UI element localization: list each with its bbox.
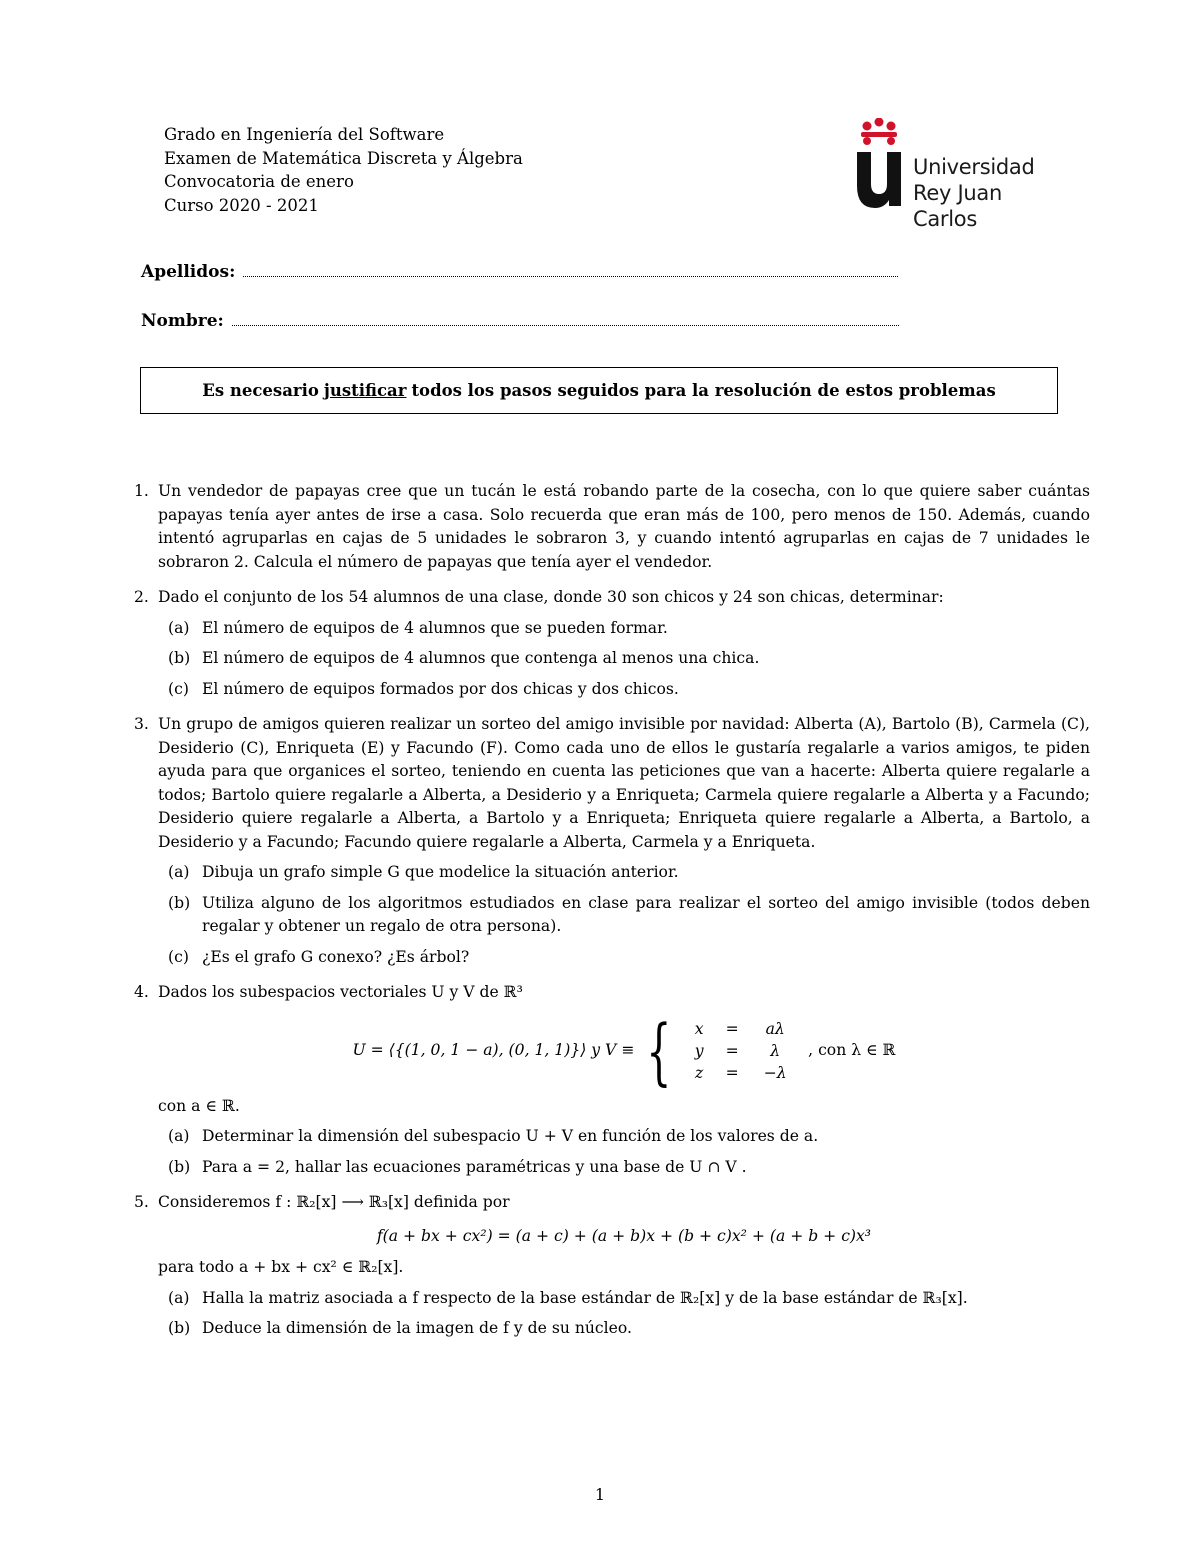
- problem-5: [134, 1191, 1090, 1341]
- subproblem-a: [168, 617, 1090, 641]
- sub-text: Dibuja un grafo simple G que modelice la situación anterior.: [202, 863, 679, 881]
- call-line: Convocatoria de enero: [164, 172, 354, 191]
- problem-2: [134, 586, 1090, 701]
- logo-wordmark: [913, 154, 1053, 232]
- sys-cell: =: [725, 1041, 739, 1060]
- subproblem-b: [168, 1317, 1090, 1341]
- notice-underlined: justificar: [323, 381, 407, 400]
- surname-label: Apellidos:: [141, 262, 236, 282]
- sub-label: (a): [168, 618, 190, 637]
- problem-number: 1.: [134, 482, 149, 500]
- sub-label: (c): [168, 679, 189, 698]
- sub-text: Utiliza alguno de los algoritmos estudiados en clase para realizar el sorteo del amigo invisible (todos deben regalar y obtener un regalo de otra persona).: [202, 893, 1090, 935]
- course-line: Curso 2020 - 2021: [164, 195, 319, 215]
- sub-label: (b): [168, 1157, 191, 1176]
- sys-cell: =: [725, 1063, 739, 1082]
- sys-cell: λ: [770, 1041, 781, 1060]
- surname-dotted-line[interactable]: [243, 275, 898, 277]
- problem-number: 4.: [134, 983, 149, 1001]
- problem-4: [134, 981, 1090, 1179]
- parametric-system: [684, 1018, 800, 1084]
- sub-text: El número de equipos de 4 alumnos que contenga al menos una chica.: [202, 649, 760, 667]
- subproblem-c: [168, 946, 1090, 970]
- linear-map-equation: [158, 1225, 1090, 1249]
- logo-line-2: Rey Juan Carlos: [913, 181, 1002, 231]
- name-dotted-line[interactable]: [232, 324, 899, 326]
- sub-label: (a): [168, 1127, 190, 1145]
- problem-number: 2.: [134, 588, 149, 606]
- page-number: 1: [594, 1485, 606, 1504]
- left-brace-icon: {: [646, 1008, 672, 1093]
- sub-label: (a): [168, 1288, 190, 1307]
- name-label: Nombre:: [141, 311, 224, 331]
- sub-label: (b): [168, 1319, 191, 1337]
- exam-header: [164, 123, 523, 217]
- subproblem-c: [168, 678, 1090, 702]
- instructions-box: [140, 367, 1058, 414]
- sys-cell: x: [694, 1019, 704, 1038]
- subproblem-b: [168, 892, 1090, 939]
- problem-text: Consideremos f : ℝ₂[x] ⟶ ℝ₃[x] definida por: [158, 1193, 510, 1211]
- exam-title-line: Examen de Matemática Discreta y Álgebra: [164, 148, 523, 168]
- problem-note: con a ∈ ℝ.: [158, 1096, 240, 1115]
- sub-label: (b): [168, 893, 191, 912]
- sub-text: ¿Es el grafo G conexo? ¿Es árbol?: [202, 947, 470, 966]
- subproblem-b: [168, 647, 1090, 671]
- logo-line-1: Universidad: [913, 155, 1035, 179]
- sub-label: (b): [168, 649, 191, 667]
- sub-label: (a): [168, 863, 190, 881]
- problem-text: Dado el conjunto de los 54 alumnos de una clase, donde 30 son chicos y 24 son chicas, determinar:: [158, 588, 944, 606]
- subproblem-a: [168, 1287, 1090, 1311]
- equation: f(a + bx + cx²) = (a + c) + (a + b)x + (b + c)x² + (a + b + c)x³: [376, 1226, 872, 1245]
- sys-cell: z: [695, 1063, 704, 1082]
- problems-list: [134, 480, 1090, 1353]
- sub-text: El número de equipos formados por dos chicas y dos chicos.: [202, 679, 679, 698]
- sub-text: Para a = 2, hallar las ecuaciones paramétricas y una base de U ∩ V .: [202, 1157, 747, 1176]
- equation-right: , con λ ∈ ℝ: [808, 1040, 896, 1059]
- subspace-equations: [158, 1008, 1090, 1093]
- university-logo: [853, 118, 1053, 231]
- sys-cell: =: [725, 1019, 739, 1038]
- urjc-u-icon: [853, 118, 913, 212]
- name-field[interactable]: [141, 311, 899, 331]
- problem-note: para todo a + bx + cx² ∈ ℝ₂[x].: [158, 1258, 404, 1276]
- subproblem-a: [168, 1125, 1090, 1149]
- problem-1: [134, 480, 1090, 574]
- sub-text: Halla la matriz asociada a f respecto de la base estándar de ℝ₂[x] y de la base estándar de ℝ₃[x].: [202, 1288, 968, 1307]
- problem-text: Un grupo de amigos quieren realizar un sorteo del amigo invisible por navidad: Alberta (A), Bartolo (B), Carmela (C), Desiderio (C), Enriqueta (E) y Facundo (F). Como cada uno de ellos le gustaría regalarle a varios amigos, te piden ayuda para que organices el sorteo, teniendo en cuenta las peticiones que van a hacerte: Alberta quiere regalarle a todos; Bartolo quiere regalarle a Alberta, a Desiderio y a Enriqueta; Carmela quiere regalarle a Alberta y a Facundo; Desiderio quiere regalarle a Alberta, a Bartolo y a Enriqueta; Enriqueta quiere regalarle a Alberta, a Bartolo, a Desiderio y a Facundo; Facundo quiere regalarle a Alberta, Carmela y a Enriqueta.: [158, 715, 1090, 851]
- surname-field[interactable]: [141, 262, 898, 282]
- degree-line: Grado en Ingeniería del Software: [164, 125, 445, 144]
- sub-label: (c): [168, 947, 189, 966]
- sub-text: El número de equipos de 4 alumnos que se pueden formar.: [202, 618, 668, 637]
- sys-cell: aλ: [765, 1019, 785, 1038]
- problem-number: 3.: [134, 715, 149, 733]
- subproblem-a: [168, 861, 1090, 885]
- sys-cell: y: [694, 1041, 704, 1060]
- problem-number: 5.: [134, 1193, 149, 1211]
- equation-left: U = ⟨{(1, 0, 1 − a), (0, 1, 1)}⟩ y V ≡: [352, 1040, 635, 1059]
- sys-cell: −λ: [763, 1063, 787, 1082]
- problem-text: Un vendedor de papayas cree que un tucán le está robando parte de la cosecha, con lo que quiere saber cuántas papayas tenía ayer antes de irse a casa. Solo recuerda que eran más de 100, pero menos de 150. Además, cuando intentó agruparlas en cajas de 5 unidades le sobraron 3, y cuando intentó agruparlas en cajas de 7 unidades le sobraron 2. Calcula el número de papayas que tenía ayer el vendedor.: [158, 482, 1090, 571]
- subproblem-b: [168, 1156, 1090, 1180]
- problem-text: Dados los subespacios vectoriales U y V de ℝ³: [158, 983, 523, 1001]
- sub-text: Deduce la dimensión de la imagen de f y de su núcleo.: [202, 1319, 632, 1337]
- problem-3: [134, 713, 1090, 969]
- notice-before: Es necesario: [202, 381, 319, 400]
- notice-after: todos los pasos seguidos para la resolución de estos problemas: [411, 381, 996, 400]
- sub-text: Determinar la dimensión del subespacio U + V en función de los valores de a.: [202, 1127, 819, 1145]
